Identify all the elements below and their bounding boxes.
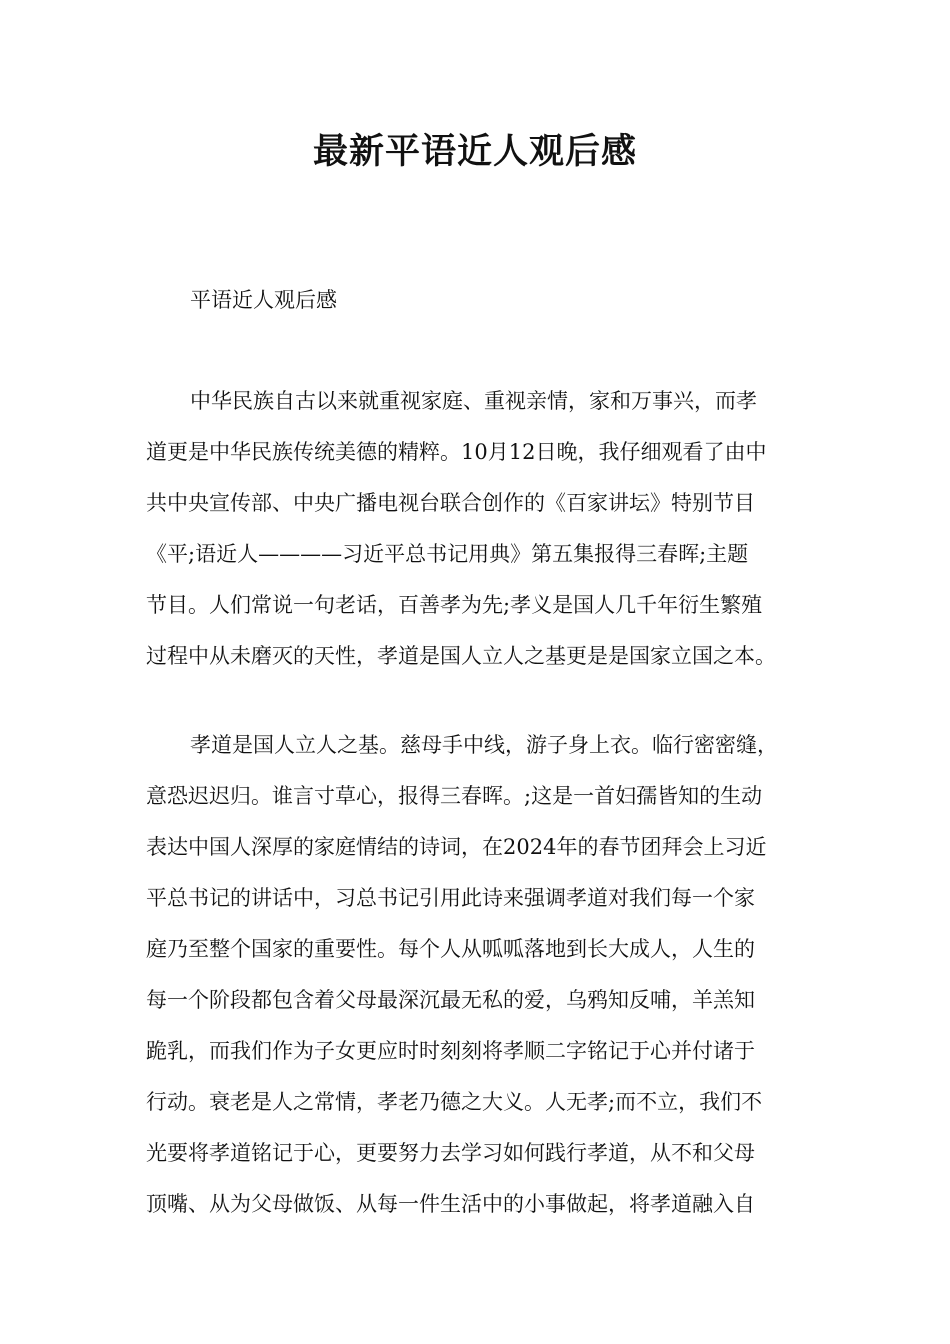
paragraph-line: 跪乳，而我们作为子女更应时时刻刻将孝顺二字铭记于心并付诸于 xyxy=(146,1039,755,1063)
paragraph-line: 《平;语近人————习近平总书记用典》第五集报得三春晖;主题 xyxy=(146,542,749,566)
paragraph-line: 平总书记的讲话中，习总书记引用此诗来强调孝道对我们每一个家 xyxy=(146,886,755,910)
paragraph-line: 行动。衰老是人之常情，孝老乃德之大义。人无孝;而不立，我们不 xyxy=(146,1090,763,1114)
paragraph-2 xyxy=(146,720,826,1230)
paragraph-line: 顶嘴、从为父母做饭、从每一件生活中的小事做起，将孝道融入自 xyxy=(146,1192,755,1216)
paragraph-line: 表达中国人深厚的家庭情结的诗词，在2024年的春节团拜会上习近 xyxy=(146,835,767,859)
paragraph-line: 节目。人们常说一句老话，百善孝为先;孝义是国人几千年衍生繁殖 xyxy=(146,593,763,617)
paragraph-line: 每一个阶段都包含着父母最深沉最无私的爱，乌鸦知反哺，羊羔知 xyxy=(146,988,755,1012)
paragraph-line: 道更是中华民族传统美德的精粹。10月12日晚，我仔细观看了由中 xyxy=(146,440,767,464)
paragraph-line: 孝道是国人立人之基。慈母手中线，游子身上衣。临行密密缝， xyxy=(190,733,778,757)
paragraph-line: 庭乃至整个国家的重要性。每个人从呱呱落地到长大成人，人生的 xyxy=(146,937,755,961)
document-title: 最新平语近人观后感 xyxy=(312,132,637,172)
paragraph-line: 中华民族自古以来就重视家庭、重视亲情，家和万事兴，而孝 xyxy=(190,389,757,413)
paragraph-line: 意恐迟迟归。谁言寸草心，报得三春晖。;这是一首妇孺皆知的生动 xyxy=(146,784,763,808)
paragraph-1 xyxy=(146,376,826,682)
paragraph-line: 过程中从未磨灭的天性，孝道是国人立人之基更是是国家立国之本。 xyxy=(146,644,776,668)
paragraph-line: 光要将孝道铭记于心，更要努力去学习如何践行孝道，从不和父母 xyxy=(146,1141,755,1165)
paragraph-line: 共中央宣传部、中央广播电视台联合创作的《百家讲坛》特别节目 xyxy=(146,491,755,515)
document-subtitle: 平语近人观后感 xyxy=(190,288,337,312)
